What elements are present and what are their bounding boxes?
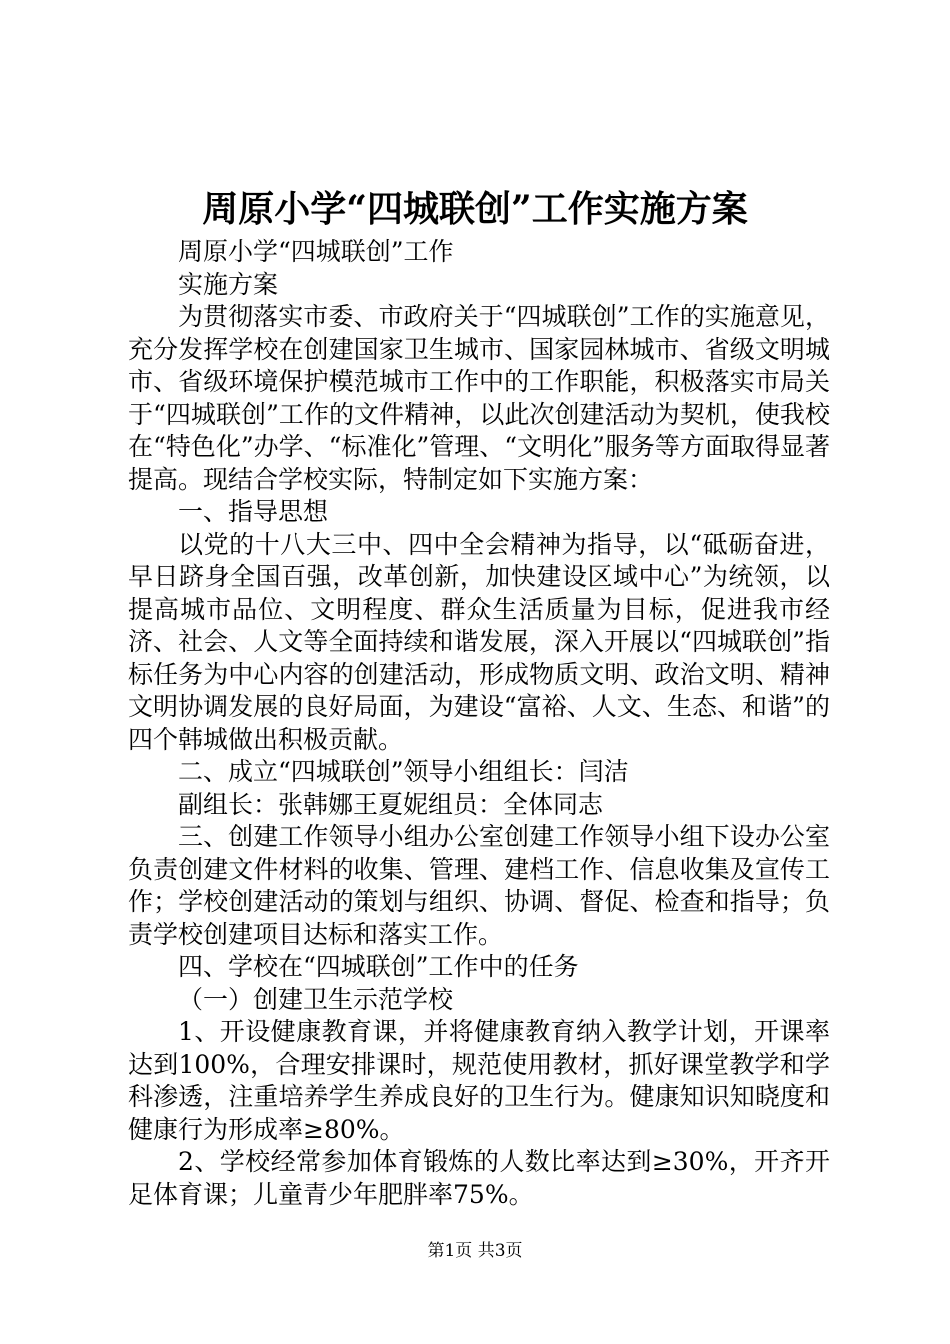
section-heading-guiding-thought: 一、指导思想 [178, 497, 329, 526]
paragraph-item-1: 1、开设健康教育课，并将健康教育纳入教学计划，开课率达到100%，合理安排课时，规范使用教材，抓好课堂教学和学科渗透，注重培养学生养成良好的卫生行为。健康知识知晓度和健康行为形成率≥80%。 [128, 1017, 830, 1144]
paragraph-subtitle-2: 实施方案 [178, 269, 279, 299]
paragraph-guiding-thought: 以党的十八大三中、四中全会精神为指导，以“砥砺奋进，早日跻身全国百强，改革创新，加快建设区域中心”为统领，以提高城市品位、文明程度、群众生活质量为目标，促进我市经济、社会、人文等全面持续和谐发展，深入开展以“四城联创”指标任务为中心内容的创建活动，形成物质文明、政治文明、精神文明协调发展的良好局面，为建设“富裕、人文、生态、和谐”的四个韩城做出积极贡献。 [128, 529, 830, 754]
document-body [128, 236, 830, 1211]
paragraph-office: 三、创建工作领导小组办公室创建工作领导小组下设办公室负责创建文件材料的收集、管理、建档工作、信息收集及宣传工作；学校创建活动的策划与组织、协调、督促、检查和指导；负责学校创建项目达标和落实工作。 [128, 822, 830, 949]
paragraph-intro: 为贯彻落实市委、市政府关于“四城联创”工作的实施意见，充分发挥学校在创建国家卫生城市、国家园林城市、省级文明城市、省级环境保护模范城市工作中的工作职能，积极落实市局关于“四城联创”工作的文件精神，以此次创建活动为契机，使我校在“特色化”办学、“标准化”管理、“文明化”服务等方面取得显著提高。现结合学校实际，特制定如下实施方案： [128, 302, 830, 494]
page-footer: 第1页 共3页 [427, 1241, 523, 1261]
section-heading-tasks: 四、学校在“四城联创”工作中的任务 [178, 952, 579, 981]
paragraph-group-members: 副组长：张韩娜王夏妮组员：全体同志 [178, 789, 604, 819]
document-title: 周原小学“四城联创”工作实施方案 [202, 188, 748, 230]
paragraph-subtitle: 周原小学“四城联创”工作 [178, 237, 454, 266]
section-heading-leadership-group: 二、成立“四城联创”领导小组组长：闫洁 [178, 757, 629, 786]
paragraph-item-2: 2、学校经常参加体育锻炼的人数比率达到≥30%，开齐开足体育课；儿童青少年肥胖率75%。 [128, 1147, 830, 1209]
subsection-heading-hygiene-school: （一）创建卫生示范学校 [178, 984, 454, 1014]
